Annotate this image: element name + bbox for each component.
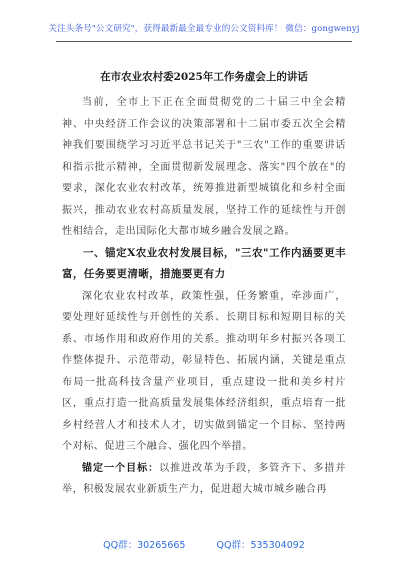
intro-paragraph: 当前，全市上下正在全面贯彻党的二十届三中全会精神、中央经济工作会议的决策部署和十二届市委五次全会精神我们要围绕学习习近平总书记关于"三农"工作的重要讲话和指示批示精神，全面贯彻新发展理念、落实"四个放在"的要求，深化农业农村改革，统筹推进新型城镇化和乡村全面振兴，推动农业农村高质量发展，坚持工作的延续性与开创性相结合，走出国际化大都市城乡融合发展之路。 — [62, 97, 346, 237]
document-body — [62, 92, 346, 501]
header-banner: 关注头条号"公文研究"，获得最新最全最专业的公文资料库！ 微信：gongwenyj — [48, 24, 360, 34]
goal-paragraph — [62, 458, 346, 501]
section-heading: 一、锚定X农业农村发展目标，"三农"工作内涵要更丰富，任务要更清晰，措施要更有力 — [62, 246, 346, 280]
section-paragraph: 深化农业农村改革，政策性强，任务繁重，牵涉面广，要处理好延续性与开创性的关系、长期目标和短期目标的关系、市场作用和政府作用的关系。推动明年乡村振兴各项工作整体提升、示范带动，彰显特色、拓展内涵，关键是重点布局一批高科技含量产业项目，重点建设一批和美乡村片区，重点打造一批高质量发展集体经济组织，重点培育一批乡村经营人才和技术人才，切实做到锚定一个目标、坚持两个对标、促进三个融合、强化四个举措。 — [62, 290, 346, 452]
goal-text: 以推进改革为手段，多管齐下、多措并举，积极发展农业新质生产力，促进超大城市城乡融合再 — [62, 462, 346, 495]
qq-group-1: QQ群：30265665 — [103, 540, 186, 551]
goal-lead: 锚定一个目标： — [82, 462, 160, 474]
qq-group-2: QQ群：535304092 — [216, 540, 305, 551]
footer-contacts — [0, 537, 408, 551]
document-title: 在市农业农村委2025年工作务虚会上的讲话 — [100, 71, 308, 83]
header-divider — [56, 41, 352, 42]
